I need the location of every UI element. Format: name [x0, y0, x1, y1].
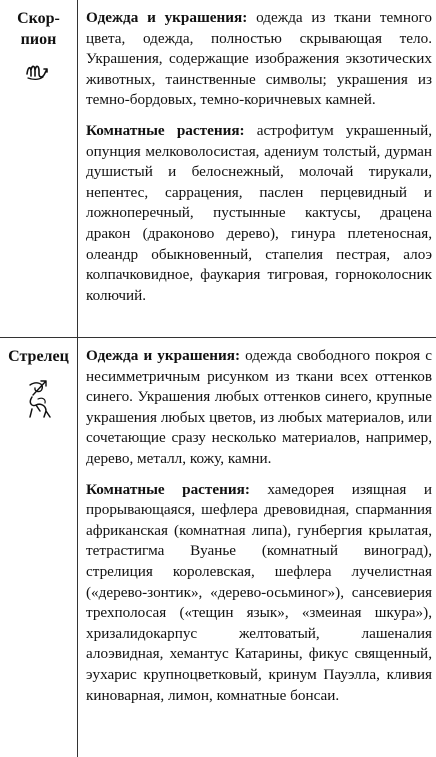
plants-label: Комнатные растения:: [86, 480, 250, 498]
plants-text: астрофитум украшенный, опунция мелковолосистая, адениум толстый, дурман душистый и белоснежный, молочай тирукали, непентес, саррацения, паслен перцевидный и ложноперечный, пустынные кактусы, драцена дракон (драконово дерево), гинура плетеносная, олеандр обыкновенный, стапелия пестрая, алоэ колпачковидное, фаукария тигровая, горноколосник колючий.: [86, 121, 433, 304]
clothing-text: одежда из ткани темного цвета, одежда, полностью скрывающая тело. Украшения, содержащие изображения экзотических животных, таинственные символы; украшения из темно-бордовых, темно-коричневых камней.: [86, 9, 432, 109]
clothing-paragraph: [86, 346, 432, 470]
table-row-scorpio: [0, 0, 436, 337]
table-row-sagittarius: [0, 337, 436, 757]
clothing-label: Одежда и украшения:: [86, 9, 248, 26]
plants-paragraph: [86, 121, 432, 306]
sign-name: Стрелец: [8, 348, 69, 365]
scorpio-icon: [25, 60, 53, 82]
plants-label: Комнатные растения:: [86, 121, 245, 139]
clothing-label: Одежда и украшения:: [86, 347, 241, 364]
description-cell: [86, 8, 432, 306]
sign-cell: [0, 0, 78, 337]
sign-name: Скор-пион: [17, 10, 60, 48]
plants-text: хамедорея изящная и прорывающаяся, шефлера древовидная, спарманния африканская (комнатная липа), гунбергия крылатая, тетрастигма Вуанье (комнатный виноград), стрелиция королевская, шефлера лучелистная («дерево-зонтик», «дерево-осьминог»), сансевиерия трехполосая («тещин язык», «змеиная шкура»), хризалидокарпус желтоватый, лашеналия алоэвидная, хемантус Катарины, фикус священный, эухарис крупноцветковый, кринум Пауэлла, кливия киноварная, лимон, комнатные бонсаи.: [86, 480, 432, 704]
description-cell: [86, 346, 432, 706]
sagittarius-icon: [22, 377, 56, 421]
clothing-paragraph: [86, 8, 432, 111]
sign-cell: [0, 338, 78, 757]
clothing-text: одежда свободного покроя с несимметричным рисунком из ткани всех оттенков синего. Украшения любых оттенков синего, крупные украшения любых цветов, из любых материалов, или сочетающие сразу несколько материалов, например, дерево, металл, кожу, камни.: [86, 347, 432, 467]
plants-paragraph: [86, 480, 432, 707]
